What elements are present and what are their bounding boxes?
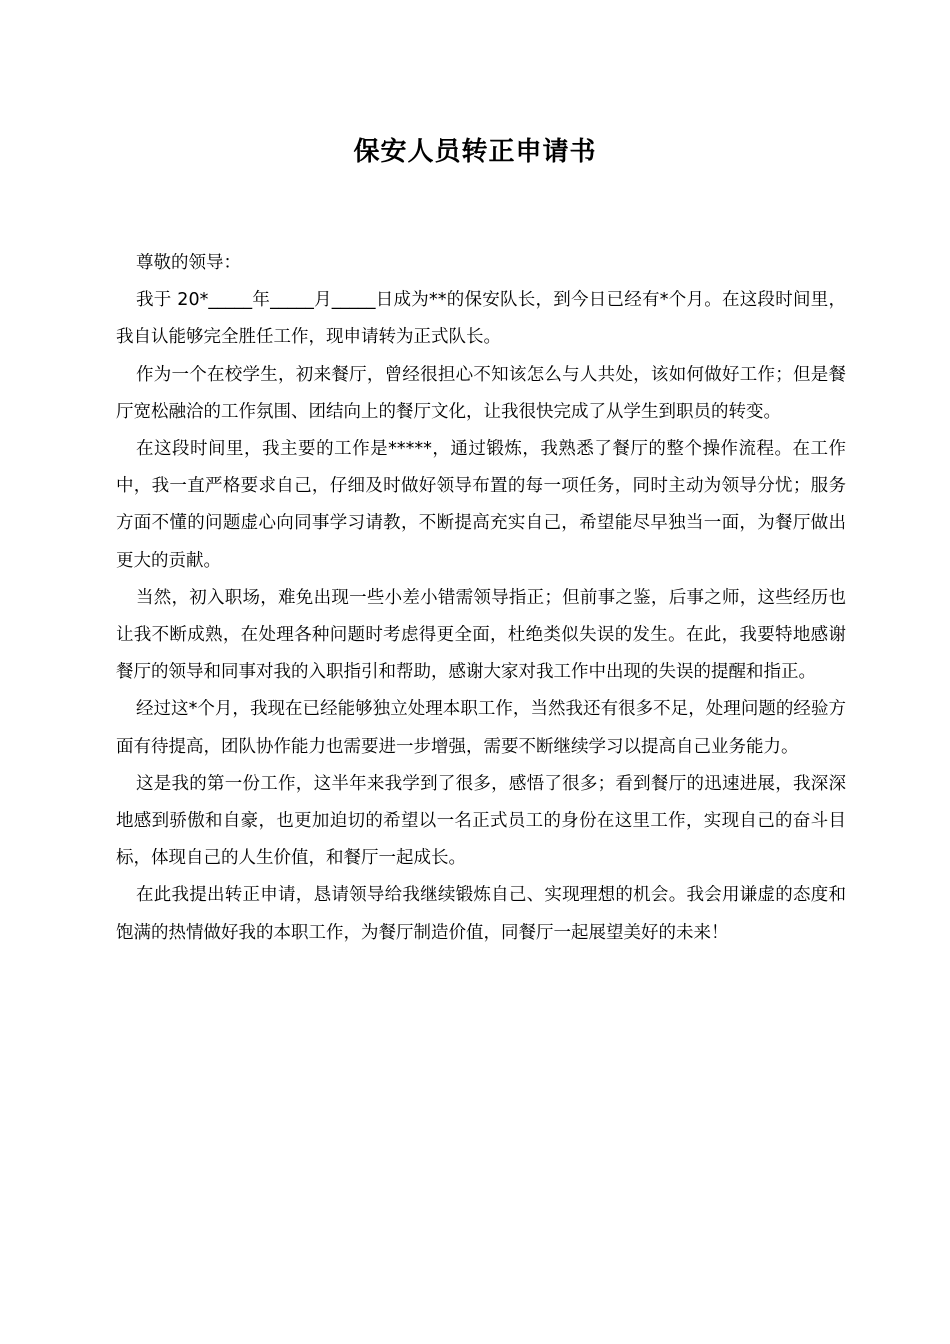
- document-body: [116, 245, 846, 952]
- paragraph-4: 当然，初入职场，难免出现一些小差小错需领导指正；但前事之鉴，后事之师，这些经历也让我不断成熟，在处理各种问题时考虑得更全面，杜绝类似失误的发生。在此，我要特地感谢餐厅的领导和同事对我的入职指引和帮助，感谢大家对我工作中出现的失误的提醒和指正。: [116, 587, 846, 683]
- document-title: 保安人员转正申请书: [353, 137, 597, 167]
- paragraph-3: 在这段时间里，我主要的工作是*****，通过锻炼，我熟悉了餐厅的整个操作流程。在工作中，我一直严格要求自己，仔细及时做好领导布置的每一项任务，同时主动为领导分忧；服务方面不懂的问题虚心向同事学习请教，不断提高充实自己，希望能尽早独当一面，为餐厅做出更大的贡献。: [116, 439, 846, 571]
- paragraph-5: 经过这*个月，我现在已经能够独立处理本职工作，当然我还有很多不足，处理问题的经验方面有待提高，团队协作能力也需要进一步增强，需要不断继续学习以提高自己业务能力。: [116, 699, 846, 757]
- paragraph-6: 这是我的第一份工作，这半年来我学到了很多，感悟了很多；看到餐厅的迅速进展，我深深地感到骄傲和自豪，也更加迫切的希望以一名正式员工的身份在这里工作，实现自己的奋斗目标，体现自己的人生价值，和餐厅一起成长。: [116, 773, 846, 869]
- paragraph-7: 在此我提出转正申请，恳请领导给我继续锻炼自己、实现理想的机会。我会用谦虚的态度和饱满的热情做好我的本职工作，为餐厅制造价值，同餐厅一起展望美好的未来！: [116, 885, 846, 943]
- paragraph-1: 我于 20*_____年_____月_____日成为**的保安队长，到今日已经有*个月。在这段时间里，我自认能够完全胜任工作，现申请转为正式队长。: [116, 290, 846, 348]
- salutation: 尊敬的领导：: [136, 253, 241, 273]
- paragraph-2: 作为一个在校学生，初来餐厅，曾经很担心不知该怎么与人共处，该如何做好工作；但是餐厅宽松融洽的工作氛围、团结向上的餐厅文化，让我很快完成了从学生到职员的转变。: [116, 364, 846, 422]
